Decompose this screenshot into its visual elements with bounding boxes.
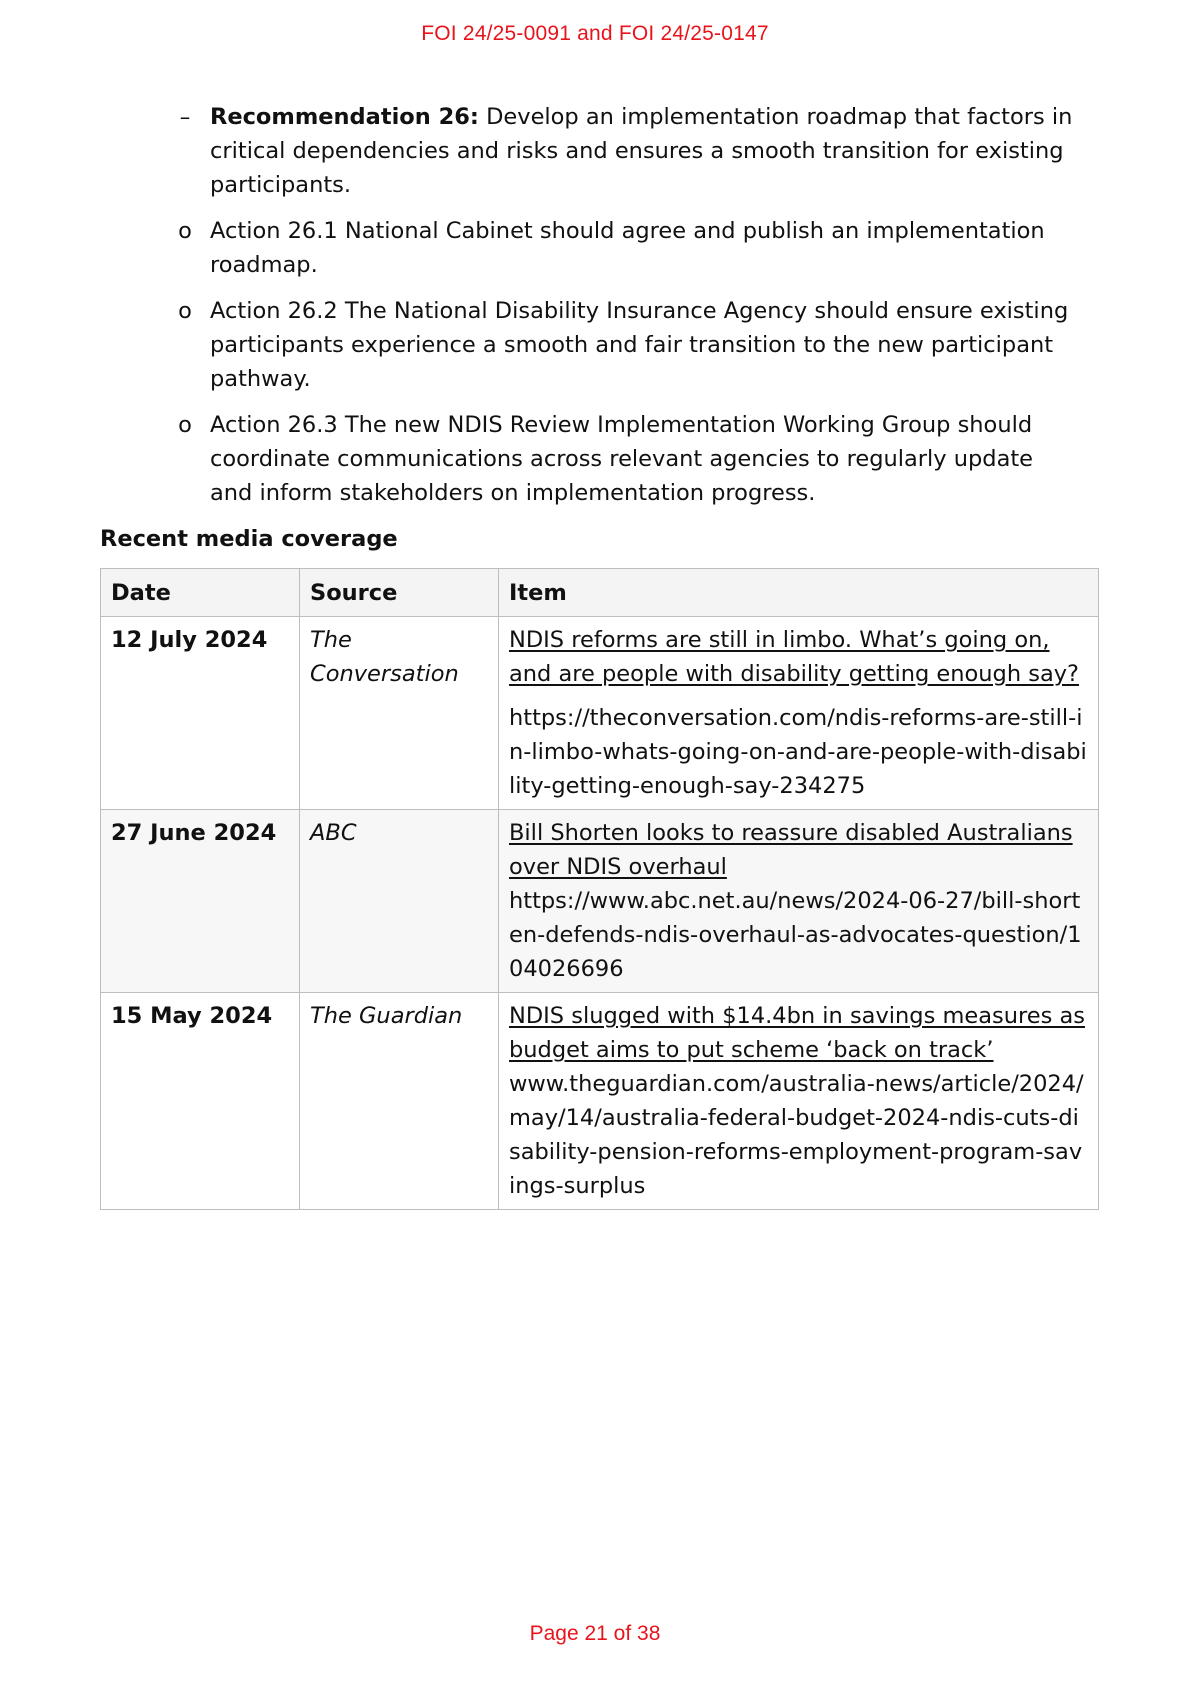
item-cell xyxy=(499,993,1099,1210)
action-item xyxy=(178,408,1080,510)
column-header-source: Source xyxy=(300,569,499,617)
page-number-footer: Page 21 of 38 xyxy=(529,1622,661,1645)
item-cell xyxy=(499,617,1099,810)
article-title-link[interactable]: Bill Shorten looks to reassure disabled Australians over NDIS overhaul xyxy=(509,820,1073,880)
foi-reference-header: FOI 24/25-0091 and FOI 24/25-0147 xyxy=(421,22,769,45)
table-row xyxy=(101,810,1099,993)
source-cell: The Guardian xyxy=(300,993,499,1210)
table-row xyxy=(101,993,1099,1210)
section-heading: Recent media coverage xyxy=(100,526,398,552)
recommendation-text: Develop an implementation roadmap that factors in critical dependencies and risks and ensures a smooth transition for existing participants. xyxy=(210,104,1073,198)
circle-bullet-icon: o xyxy=(178,412,192,438)
dash-bullet-icon: – xyxy=(179,105,191,129)
action-text: Action 26.3 The new NDIS Review Implementation Working Group should coordinate communications across relevant agencies to regularly update and inform stakeholders on implementation progress. xyxy=(210,412,1034,506)
circle-bullet-icon: o xyxy=(178,218,192,244)
column-header-date: Date xyxy=(101,569,300,617)
column-header-item: Item xyxy=(499,569,1099,617)
article-title-link[interactable]: NDIS slugged with $14.4bn in savings measures as budget aims to put scheme ‘back on track’ xyxy=(509,1003,1085,1063)
action-text: Action 26.1 National Cabinet should agree and publish an implementation roadmap. xyxy=(210,218,1045,278)
source-cell: The Conversation xyxy=(300,617,499,810)
action-item xyxy=(178,294,1080,396)
circle-bullet-icon: o xyxy=(178,298,192,324)
recommendation-list xyxy=(178,100,1080,510)
recommendation-item xyxy=(179,100,1080,202)
table-header-row xyxy=(101,569,1099,617)
article-url: https://theconversation.com/ndis-reforms-are-still-in-limbo-whats-going-on-and-are-people-with-disability-getting-enough-say-234275 xyxy=(509,705,1087,799)
source-cell: ABC xyxy=(300,810,499,993)
date-cell: 12 July 2024 xyxy=(101,617,300,810)
media-coverage-table xyxy=(100,568,1099,1210)
date-cell: 27 June 2024 xyxy=(101,810,300,993)
action-item xyxy=(178,214,1080,282)
article-url: https://www.abc.net.au/news/2024-06-27/bill-shorten-defends-ndis-overhaul-as-advocates-question/104026696 xyxy=(509,888,1082,982)
article-title-link[interactable]: NDIS reforms are still in limbo. What’s going on, and are people with disability getting enough say? xyxy=(509,627,1080,687)
item-cell xyxy=(499,810,1099,993)
recommendation-lead: Recommendation 26: xyxy=(210,104,479,130)
page-content xyxy=(100,100,1100,1210)
table-row xyxy=(101,617,1099,810)
date-cell: 15 May 2024 xyxy=(101,993,300,1210)
action-text: Action 26.2 The National Disability Insurance Agency should ensure existing participants experience a smooth and fair transition to the new participant pathway. xyxy=(210,298,1069,392)
article-url: www.theguardian.com/australia-news/article/2024/may/14/australia-federal-budget-2024-ndis-cuts-disability-pension-reforms-employment-program-savings-surplus xyxy=(509,1071,1084,1199)
